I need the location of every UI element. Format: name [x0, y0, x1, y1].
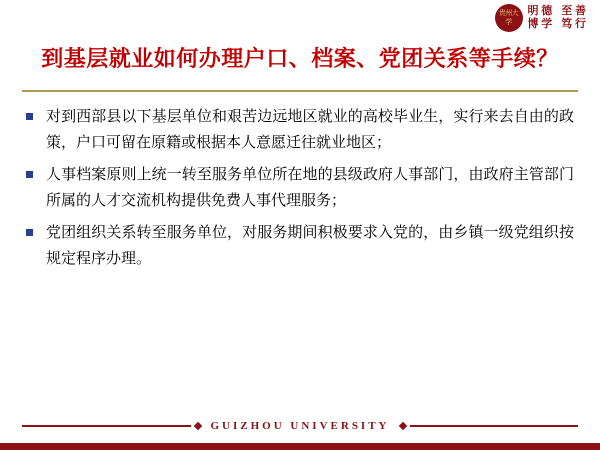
- footer-rule-right: [410, 425, 579, 427]
- slide-title-wrap: [0, 42, 600, 73]
- diamond-icon: [193, 422, 201, 430]
- bottom-accent-bar: [0, 443, 600, 450]
- square-bullet-icon: [26, 113, 33, 120]
- list-item: [26, 162, 574, 214]
- diamond-icon: [398, 422, 406, 430]
- title-divider: [22, 90, 578, 92]
- slide-footer: [0, 416, 600, 436]
- motto-word-1: 明 德: [527, 5, 553, 17]
- square-bullet-icon: [26, 171, 33, 178]
- footer-text: GUIZHOU UNIVERSITY: [210, 420, 390, 432]
- motto-word-2: 至 善: [561, 5, 586, 17]
- list-item: [26, 104, 574, 156]
- university-motto: [528, 5, 587, 31]
- list-item-text: 党团组织关系转至服务单位，对服务期间积极要求入党的，由乡镇一级党组织按规定程序办理。: [46, 225, 574, 267]
- square-bullet-icon: [26, 229, 33, 236]
- footer-rule-left: [22, 425, 191, 427]
- slide-title: 到基层就业如何办理户口、档案、党团关系等手续？: [41, 46, 559, 71]
- list-item-text: 人事档案原则上统一转至服务单位所在地的县级政府人事部门，由政府主管部门所属的人才交流机构提供免费人事代理服务；: [46, 167, 574, 209]
- motto-word-3: 博 学: [527, 18, 553, 30]
- list-item: [26, 220, 574, 272]
- list-item-text: 对到西部县以下基层单位和艰苦边远地区就业的高校毕业生，实行来去自由的政策，户口可留在原籍或根据本人意愿迁往就业地区；: [46, 109, 574, 151]
- university-seal-icon: 贵州大学: [495, 4, 523, 32]
- bullet-list: [26, 104, 574, 278]
- motto-word-4: 笃 行: [561, 18, 586, 30]
- university-logo: [495, 4, 587, 32]
